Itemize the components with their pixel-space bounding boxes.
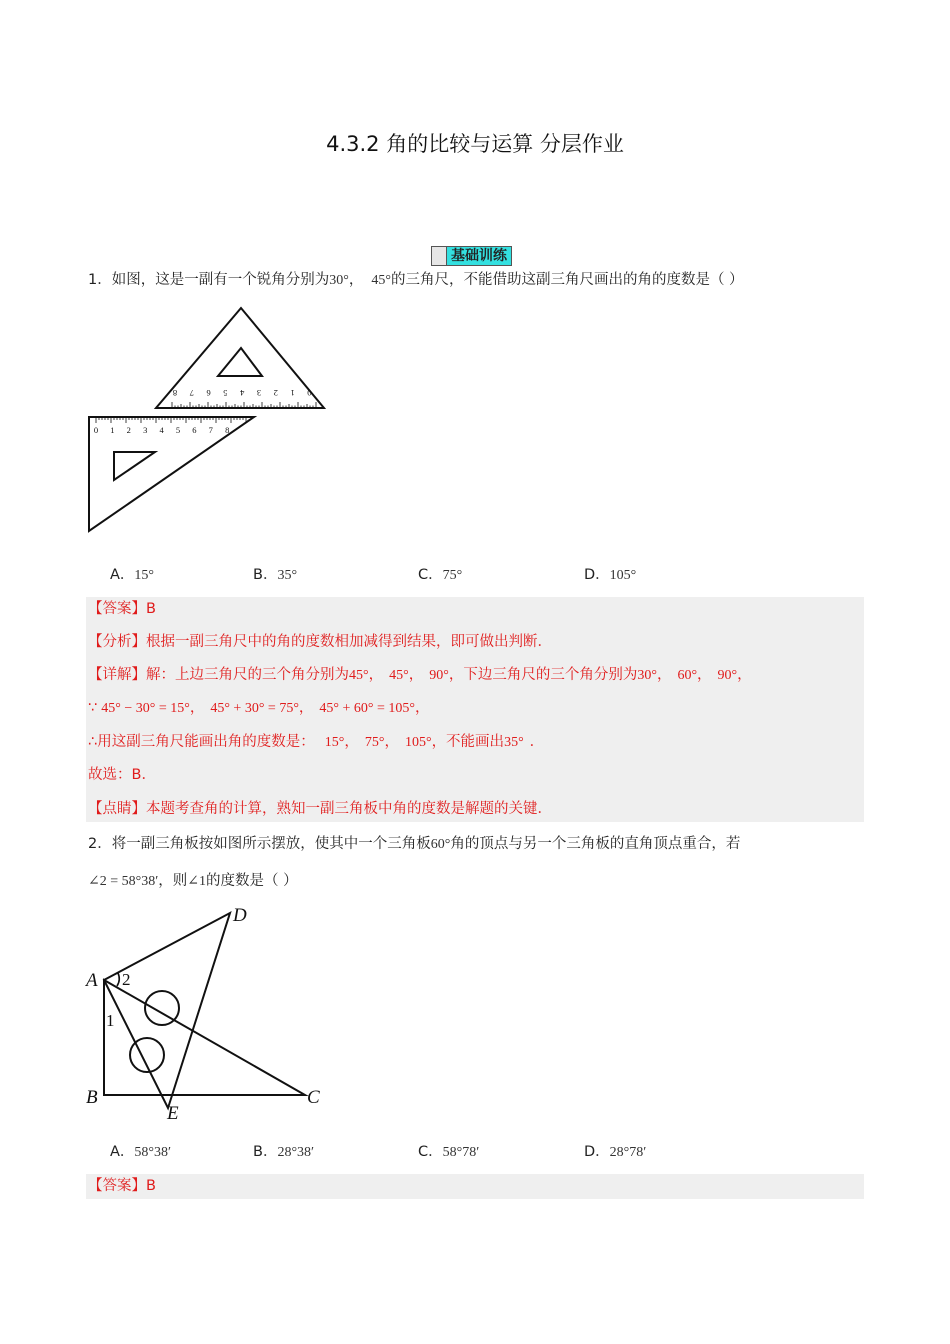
point-tag: 【点睛】 [88, 801, 146, 817]
point-text: 本题考查角的计算，熟知一副三角板中角的度数是解题的关键． [146, 801, 552, 817]
ruler-digit: 6 [192, 425, 197, 435]
option-value: 75° [442, 568, 463, 583]
option-letter: B． [253, 1144, 278, 1160]
q2-angle-60: 60° [430, 837, 451, 852]
option-letter: D． [584, 567, 610, 583]
q1-top-triangle-hole [218, 348, 262, 376]
option-value: 105° [609, 568, 637, 583]
q2-label-angle-2: 2 [122, 970, 131, 989]
q2-label-b: B [86, 1087, 98, 1108]
therefore-text: ∴用这副三角尺能画出角的度数是： [88, 734, 315, 750]
q1-therefore-line [88, 732, 544, 753]
ruler-digit: 6 [206, 388, 211, 398]
choose-text: 故选：B． [88, 767, 156, 783]
q1-answer-box [86, 597, 864, 822]
therefore-angle: 15° [324, 735, 345, 750]
q1-angle-45: 45° [371, 273, 391, 288]
option-letter: B． [253, 567, 278, 583]
answer-value: B [146, 601, 156, 617]
q1-option-d [584, 565, 636, 586]
analysis-text: 根据一副三角尺中的角的度数相加减得到结果，即可做出判断． [146, 634, 552, 650]
detail-sep: ， [737, 667, 752, 683]
ruler-digit: 7 [189, 388, 194, 398]
q2-angle-1: ∠1 [187, 874, 207, 889]
ruler-digit: 2 [273, 388, 278, 398]
detail-sep: ， [656, 667, 672, 683]
ruler-digit: 1 [290, 388, 295, 398]
q1-bottom-ruler-digits [94, 425, 229, 435]
therefore-end: ． [529, 734, 545, 750]
q1-detail-line [88, 665, 752, 686]
ruler-digit: 8 [172, 388, 178, 398]
q1-stem-text-b: 的三角尺，不能借助这副三角尺画出的角的度数是（ ） [390, 272, 744, 288]
detail-text-b: ，下边三角尺的三个角分别为 [448, 667, 638, 683]
q1-top-triangle [156, 308, 324, 408]
detail-sep: ， [697, 667, 712, 683]
q2-stem-line-1 [88, 834, 740, 855]
detail-sep: ， [368, 667, 384, 683]
detail-angle: 45° [349, 668, 369, 683]
ruler-digit: 3 [143, 425, 148, 435]
option-value: 15° [134, 568, 155, 583]
equation: 45° − 30° = 15° [101, 701, 190, 716]
q1-analysis-line [88, 632, 552, 652]
q1-stem-text-a: 1．如图，这是一副有一个锐角分别为 [88, 272, 330, 288]
section-tag-label: 基础训练 [447, 246, 512, 266]
q2-option-d [584, 1142, 646, 1163]
therefore-sep: ， [344, 734, 359, 750]
q1-angle-30: 30° [329, 273, 349, 288]
because-symbol: ∵ [88, 700, 98, 716]
therefore-sep: ， [384, 734, 399, 750]
detail-angle: 90° [429, 668, 449, 683]
q1-option-a [110, 565, 154, 586]
ruler-digit: 2 [126, 425, 131, 435]
equation: 45° + 30° = 75° [210, 701, 299, 716]
answer-tag: 【答案】 [88, 601, 146, 617]
q2-stem-text-a: 2．将一副三角板按如图所示摆放，使其中一个三角板 [88, 836, 431, 852]
q2-label-e: E [167, 1103, 179, 1124]
q1-stem-sep: ， [348, 272, 364, 288]
detail-tag: 【详解】 [88, 667, 146, 683]
option-value: 58°38′ [134, 1145, 172, 1160]
option-letter: D． [584, 1144, 610, 1160]
section-tag [431, 245, 512, 267]
q2-stem-text-c: ，则 [158, 873, 188, 889]
q2-label-c: C [307, 1087, 320, 1108]
ruler-digit: 0 [307, 388, 312, 398]
q2-circle-upper [145, 991, 179, 1025]
q2-condition: ∠2 = 58°38′ [88, 874, 159, 889]
equation-sep: ， [415, 700, 430, 716]
q1-figure-set-squares [84, 300, 334, 540]
answer-tag: 【答案】 [88, 1178, 146, 1194]
option-value: 28°38′ [277, 1145, 315, 1160]
q1-stem [88, 270, 744, 291]
therefore-angle: 105° [404, 735, 432, 750]
q2-stem-text-d: 的度数是（ ） [206, 873, 298, 889]
q1-bottom-triangle-hole [114, 452, 155, 480]
ruler-digit: 8 [225, 425, 230, 435]
q1-choose-line [88, 765, 156, 785]
q1-equation-line [88, 698, 430, 719]
q2-stem-text-b: 角的顶点与另一个三角板的直角顶点重合，若 [450, 836, 741, 852]
equation: 45° + 60° = 105° [319, 701, 416, 716]
q2-option-c [418, 1142, 479, 1163]
q2-option-a [110, 1142, 171, 1163]
ruler-digit: 5 [223, 388, 228, 398]
option-letter: A． [110, 1144, 135, 1160]
q2-triangle-abc [104, 980, 305, 1095]
option-value: 28°78′ [609, 1145, 647, 1160]
q2-option-b [253, 1142, 314, 1163]
equation-sep: ， [298, 700, 314, 716]
q2-answer-line [88, 1176, 156, 1196]
analysis-tag: 【分析】 [88, 634, 146, 650]
q2-answer-box [86, 1174, 864, 1199]
q1-point-line [88, 799, 552, 819]
ruler-digit: 7 [208, 425, 213, 435]
q2-label-d: D [233, 905, 247, 926]
option-letter: C． [418, 1144, 443, 1160]
q2-label-a: A [86, 970, 98, 991]
ruler-digit: 0 [93, 425, 99, 435]
option-value: 35° [277, 568, 298, 583]
q2-stem-line-2 [88, 871, 298, 892]
q2-label-angle-1: 1 [106, 1011, 115, 1030]
q1-option-c [418, 565, 462, 586]
ruler-digit: 4 [240, 388, 245, 398]
q1-top-ruler-digits [173, 388, 312, 398]
ruler-digit: 4 [159, 425, 164, 435]
detail-angle: 30° [637, 668, 657, 683]
detail-sep: ， [408, 667, 424, 683]
option-value: 58°78′ [442, 1145, 480, 1160]
option-letter: A． [110, 567, 135, 583]
option-letter: C． [418, 567, 443, 583]
page-title: 4.3.2 角的比较与运算 分层作业 [326, 132, 624, 156]
q2-figure-triangles [80, 900, 340, 1125]
ruler-digit: 5 [175, 425, 181, 435]
q1-answer-line [88, 599, 156, 619]
answer-value: B [146, 1178, 156, 1194]
ruler-digit: 3 [256, 388, 262, 398]
q2-triangle-ade [104, 913, 230, 1108]
therefore-text-mid: ，不能画出 [431, 734, 505, 750]
detail-angle: 45° [389, 668, 409, 683]
detail-text-a: 解：上边三角尺的三个角分别为 [146, 667, 349, 683]
equation-sep: ， [189, 700, 205, 716]
detail-angle: 60° [677, 668, 698, 683]
detail-angle: 90° [717, 668, 738, 683]
q1-option-b [253, 565, 297, 586]
ruler-digit: 1 [110, 425, 115, 435]
therefore-angle: 35° [504, 735, 524, 750]
q2-angle-arc [117, 973, 119, 986]
section-tag-box [431, 246, 447, 266]
therefore-angle: 75° [364, 735, 385, 750]
